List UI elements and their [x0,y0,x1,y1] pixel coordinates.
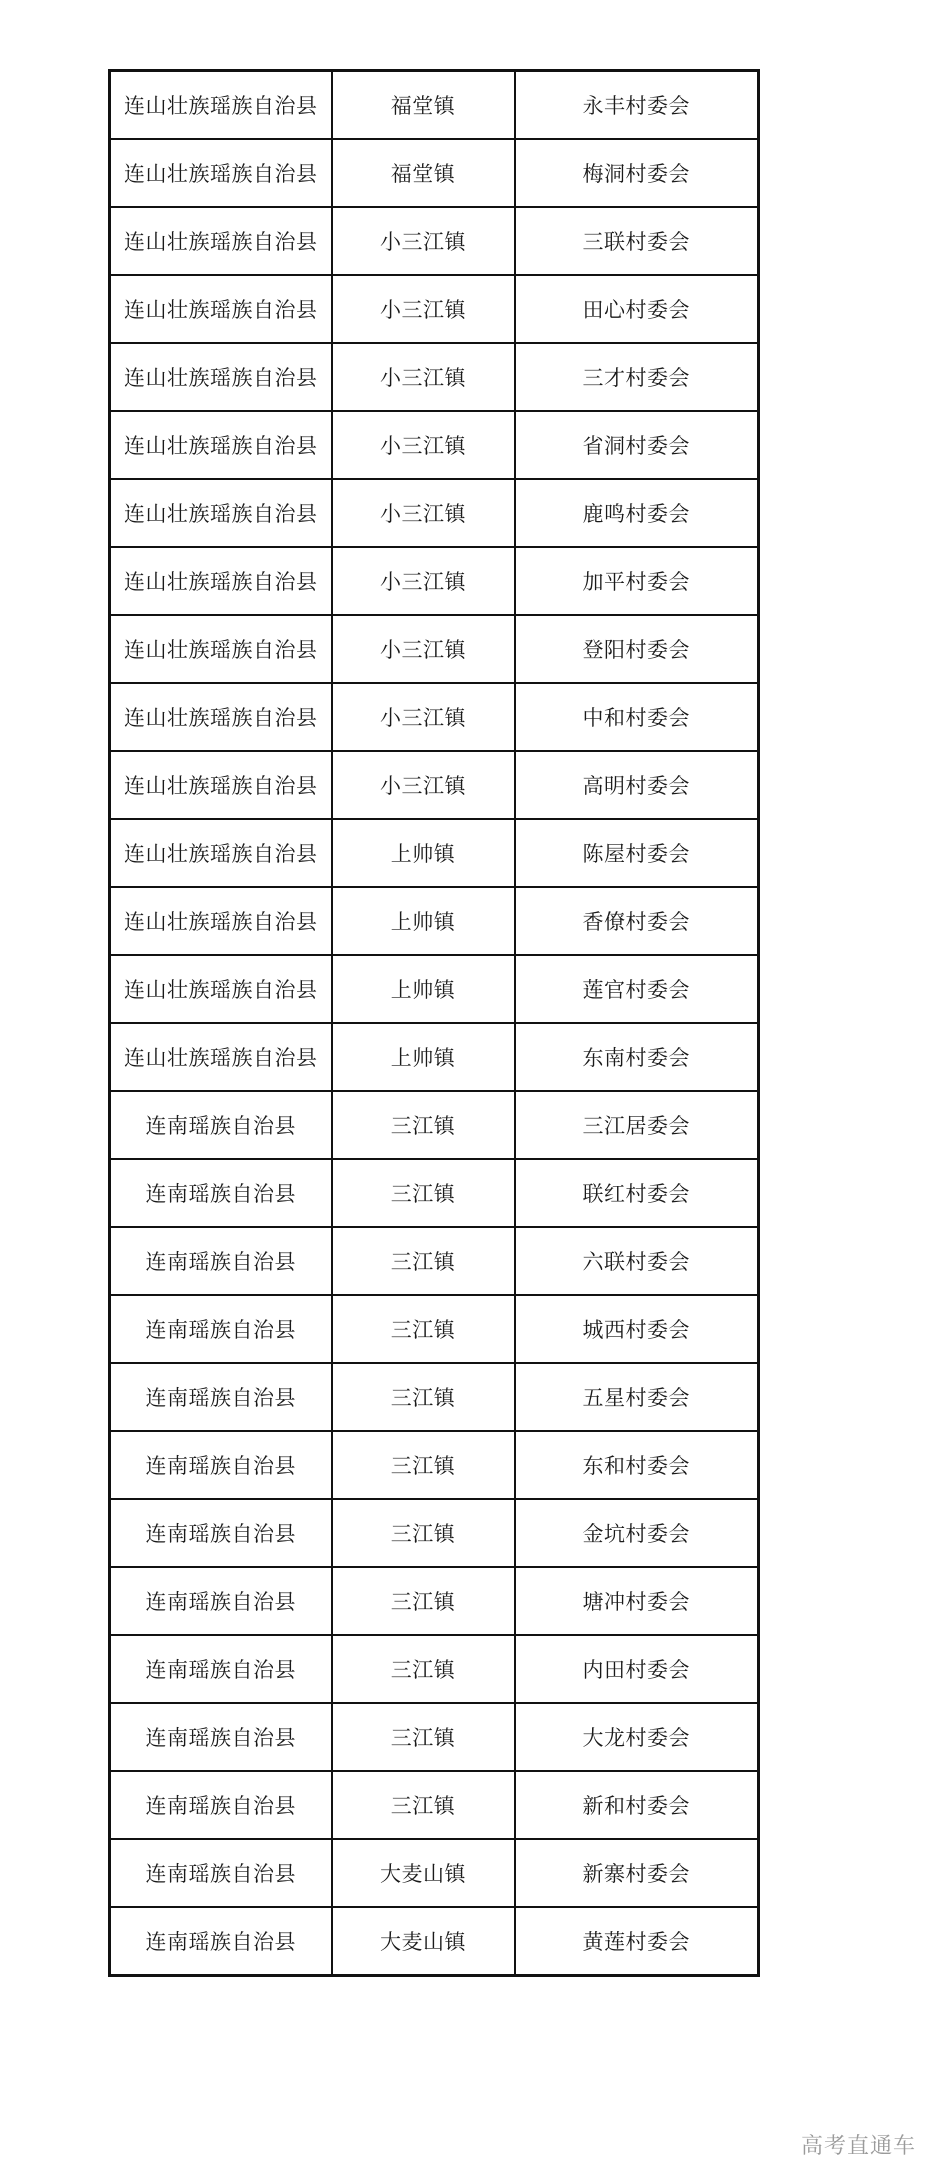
table-row [110,71,759,140]
town-cell: 三江镇 [332,1635,515,1703]
county-cell: 连南瑶族自治县 [110,1907,332,1976]
table-row [110,1227,759,1295]
county-cell: 连山壮族瑶族自治县 [110,207,332,275]
village-cell: 梅洞村委会 [515,139,759,207]
town-cell: 福堂镇 [332,71,515,140]
village-cell: 香僚村委会 [515,887,759,955]
county-cell: 连南瑶族自治县 [110,1227,332,1295]
county-cell: 连山壮族瑶族自治县 [110,751,332,819]
town-cell: 小三江镇 [332,275,515,343]
table-row [110,547,759,615]
watermark-text: 高考直通车 [800,2134,916,2159]
county-cell: 连南瑶族自治县 [110,1635,332,1703]
village-cell: 永丰村委会 [515,71,759,140]
village-cell: 新和村委会 [515,1771,759,1839]
town-cell: 三江镇 [332,1159,515,1227]
town-cell: 三江镇 [332,1499,515,1567]
town-cell: 三江镇 [332,1295,515,1363]
county-cell: 连山壮族瑶族自治县 [110,479,332,547]
table-row [110,139,759,207]
village-cell: 省洞村委会 [515,411,759,479]
town-cell: 上帅镇 [332,819,515,887]
table-row [110,1907,759,1976]
village-cell: 三联村委会 [515,207,759,275]
county-cell: 连山壮族瑶族自治县 [110,139,332,207]
town-cell: 小三江镇 [332,343,515,411]
town-cell: 大麦山镇 [332,1907,515,1976]
table-row [110,683,759,751]
table-row [110,1771,759,1839]
village-cell: 三才村委会 [515,343,759,411]
table-row [110,1499,759,1567]
table-row [110,343,759,411]
village-cell: 六联村委会 [515,1227,759,1295]
village-cell: 东和村委会 [515,1431,759,1499]
table-row [110,615,759,683]
table-row [110,1091,759,1159]
town-cell: 小三江镇 [332,411,515,479]
village-cell: 高明村委会 [515,751,759,819]
county-cell: 连山壮族瑶族自治县 [110,683,332,751]
county-cell: 连南瑶族自治县 [110,1295,332,1363]
village-cell: 城西村委会 [515,1295,759,1363]
table-row [110,819,759,887]
county-cell: 连南瑶族自治县 [110,1567,332,1635]
town-cell: 三江镇 [332,1091,515,1159]
village-cell: 中和村委会 [515,683,759,751]
town-cell: 上帅镇 [332,887,515,955]
village-cell: 莲官村委会 [515,955,759,1023]
town-cell: 三江镇 [332,1227,515,1295]
village-cell: 田心村委会 [515,275,759,343]
county-cell: 连南瑶族自治县 [110,1431,332,1499]
county-cell: 连南瑶族自治县 [110,1363,332,1431]
county-cell: 连山壮族瑶族自治县 [110,955,332,1023]
table-row [110,955,759,1023]
town-cell: 上帅镇 [332,1023,515,1091]
table-row [110,275,759,343]
table-row [110,1363,759,1431]
town-cell: 上帅镇 [332,955,515,1023]
county-cell: 连南瑶族自治县 [110,1839,332,1907]
village-cell: 三江居委会 [515,1091,759,1159]
table-row [110,1703,759,1771]
town-cell: 三江镇 [332,1771,515,1839]
town-cell: 小三江镇 [332,207,515,275]
county-cell: 连山壮族瑶族自治县 [110,819,332,887]
county-cell: 连山壮族瑶族自治县 [110,1023,332,1091]
table-row [110,1567,759,1635]
county-cell: 连山壮族瑶族自治县 [110,275,332,343]
town-cell: 三江镇 [332,1363,515,1431]
village-cell: 加平村委会 [515,547,759,615]
village-cell: 新寨村委会 [515,1839,759,1907]
village-cell: 鹿鸣村委会 [515,479,759,547]
county-cell: 连山壮族瑶族自治县 [110,71,332,140]
village-cell: 大龙村委会 [515,1703,759,1771]
table-row [110,479,759,547]
village-cell: 内田村委会 [515,1635,759,1703]
table-row [110,207,759,275]
county-cell: 连山壮族瑶族自治县 [110,887,332,955]
table-row [110,1023,759,1091]
county-cell: 连南瑶族自治县 [110,1499,332,1567]
town-cell: 三江镇 [332,1703,515,1771]
table-row [110,1295,759,1363]
village-cell: 联红村委会 [515,1159,759,1227]
village-cell: 黄莲村委会 [515,1907,759,1976]
town-cell: 三江镇 [332,1567,515,1635]
town-cell: 小三江镇 [332,751,515,819]
table-row [110,751,759,819]
village-cell: 东南村委会 [515,1023,759,1091]
town-cell: 小三江镇 [332,683,515,751]
town-cell: 福堂镇 [332,139,515,207]
county-cell: 连南瑶族自治县 [110,1703,332,1771]
county-cell: 连山壮族瑶族自治县 [110,615,332,683]
town-cell: 小三江镇 [332,479,515,547]
table-row [110,1635,759,1703]
village-cell: 登阳村委会 [515,615,759,683]
county-cell: 连南瑶族自治县 [110,1159,332,1227]
village-table [108,69,760,1977]
table-row [110,411,759,479]
county-cell: 连山壮族瑶族自治县 [110,343,332,411]
table-row [110,1839,759,1907]
county-cell: 连山壮族瑶族自治县 [110,547,332,615]
village-cell: 陈屋村委会 [515,819,759,887]
town-cell: 三江镇 [332,1431,515,1499]
table-body [110,71,759,1976]
county-cell: 连南瑶族自治县 [110,1091,332,1159]
village-cell: 塘冲村委会 [515,1567,759,1635]
village-cell: 五星村委会 [515,1363,759,1431]
county-cell: 连南瑶族自治县 [110,1771,332,1839]
town-cell: 小三江镇 [332,615,515,683]
table-row [110,1159,759,1227]
town-cell: 大麦山镇 [332,1839,515,1907]
table-row [110,1431,759,1499]
table-row [110,887,759,955]
village-cell: 金坑村委会 [515,1499,759,1567]
county-cell: 连山壮族瑶族自治县 [110,411,332,479]
town-cell: 小三江镇 [332,547,515,615]
